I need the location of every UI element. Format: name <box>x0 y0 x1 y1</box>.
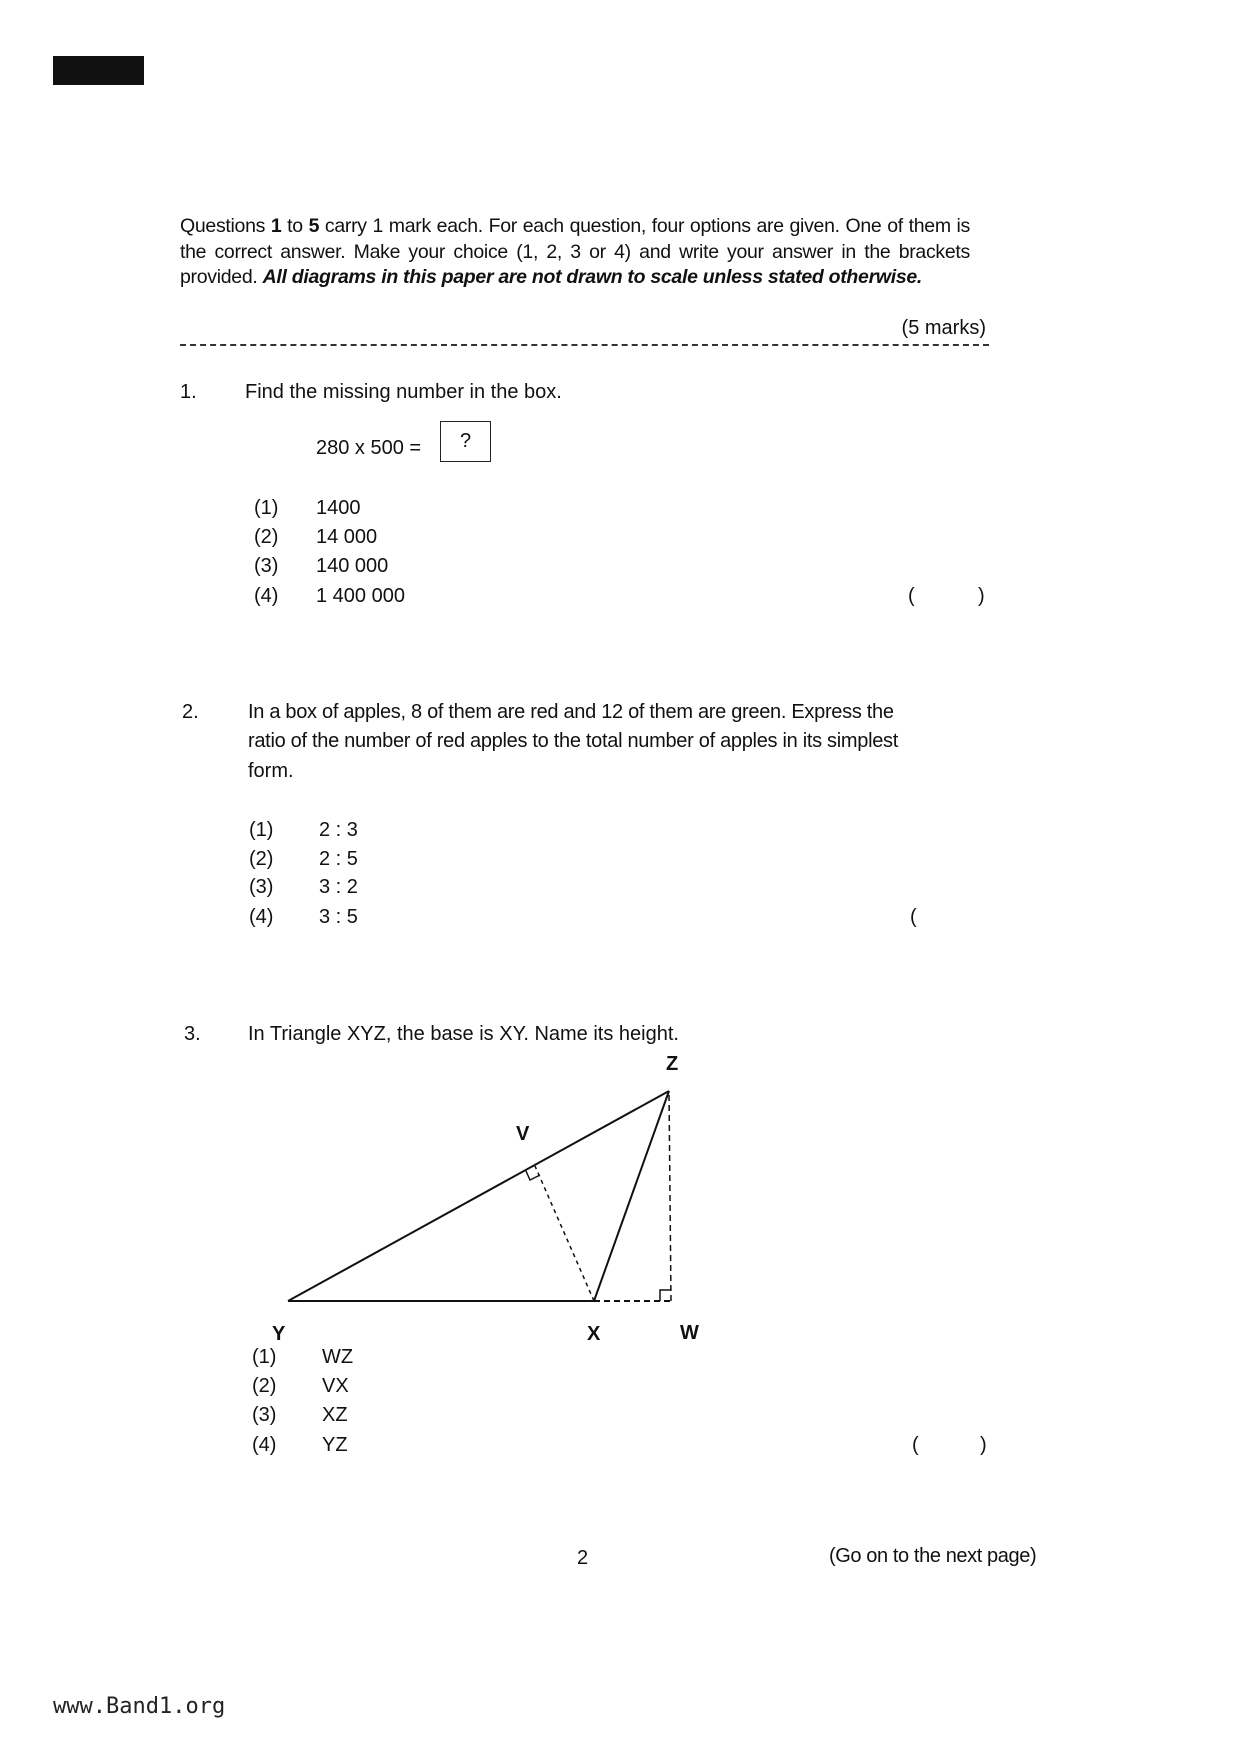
page-number: 2 <box>577 1547 589 1569</box>
question-2-number: 2. <box>182 701 199 723</box>
question-2-text-line: form. <box>248 760 294 782</box>
watermark-url: www.Band1.org <box>53 1694 226 1719</box>
label-v: V <box>516 1123 530 1145</box>
question-1-number: 1. <box>180 381 197 403</box>
option-label: (4) <box>249 906 274 928</box>
option-label: (2) <box>252 1375 277 1397</box>
side-yz <box>288 1091 669 1301</box>
option-value: YZ <box>322 1434 348 1456</box>
option-label: (4) <box>254 585 279 607</box>
option-value: 140 000 <box>316 555 389 577</box>
option-value: VX <box>322 1375 349 1397</box>
label-x: X <box>587 1323 601 1345</box>
question-3-number: 3. <box>184 1023 201 1045</box>
marks-label: (5 marks) <box>901 317 986 339</box>
question-2-text-line: ratio of the number of red apples to the total number of apples in its simplest <box>248 730 899 752</box>
option-value: 2 : 5 <box>319 848 358 870</box>
next-page-note: (Go on to the next page) <box>829 1545 1037 1567</box>
missing-number-box: ? <box>440 421 491 462</box>
instructions: Questions 1 to 5 carry 1 mark each. For each question, four options are given. One of them is the correct answer. Make your choice (1, 2, 3 or 4) and write your answer in the brackets provided. All diagrams in this paper are not drawn to scale unless stated otherwise. <box>180 215 971 288</box>
option-value: 14 000 <box>316 526 378 548</box>
option-label: (2) <box>249 848 274 870</box>
answer-bracket-open[interactable]: ( <box>912 1434 919 1456</box>
height-wz <box>669 1091 671 1301</box>
label-y: Y <box>272 1323 286 1345</box>
answer-bracket-open[interactable]: ( <box>908 585 915 607</box>
option-label: (3) <box>254 555 279 577</box>
right-angle-v <box>526 1171 540 1180</box>
option-label: (1) <box>249 819 274 841</box>
answer-bracket-close[interactable]: ) <box>978 585 985 607</box>
option-value: 2 : 3 <box>319 819 358 841</box>
segment-vx <box>535 1166 594 1301</box>
option-value: 1 400 000 <box>316 585 405 607</box>
option-value: 1400 <box>316 497 361 519</box>
right-angle-w <box>660 1290 671 1301</box>
option-label: (4) <box>252 1434 277 1456</box>
option-value: WZ <box>322 1346 354 1368</box>
option-value: XZ <box>322 1404 348 1426</box>
answer-bracket-open[interactable]: ( <box>910 906 917 928</box>
label-z: Z <box>666 1053 679 1075</box>
question-1-text: Find the missing number in the box. <box>245 381 562 403</box>
option-value: 3 : 5 <box>319 906 358 928</box>
side-xz <box>594 1091 669 1301</box>
label-w: W <box>680 1322 699 1344</box>
option-value: 3 : 2 <box>319 876 358 898</box>
option-label: (1) <box>254 497 279 519</box>
option-label: (1) <box>252 1346 277 1368</box>
option-label: (3) <box>249 876 274 898</box>
question-3-text: In Triangle XYZ, the base is XY. Name its height. <box>248 1023 679 1045</box>
option-label: (2) <box>254 526 279 548</box>
option-label: (3) <box>252 1404 277 1426</box>
question-2-text-line: In a box of apples, 8 of them are red and 12 of them are green. Express the <box>248 701 894 723</box>
answer-bracket-close[interactable]: ) <box>980 1434 987 1456</box>
question-1-equation: 280 x 500 = <box>316 437 422 459</box>
